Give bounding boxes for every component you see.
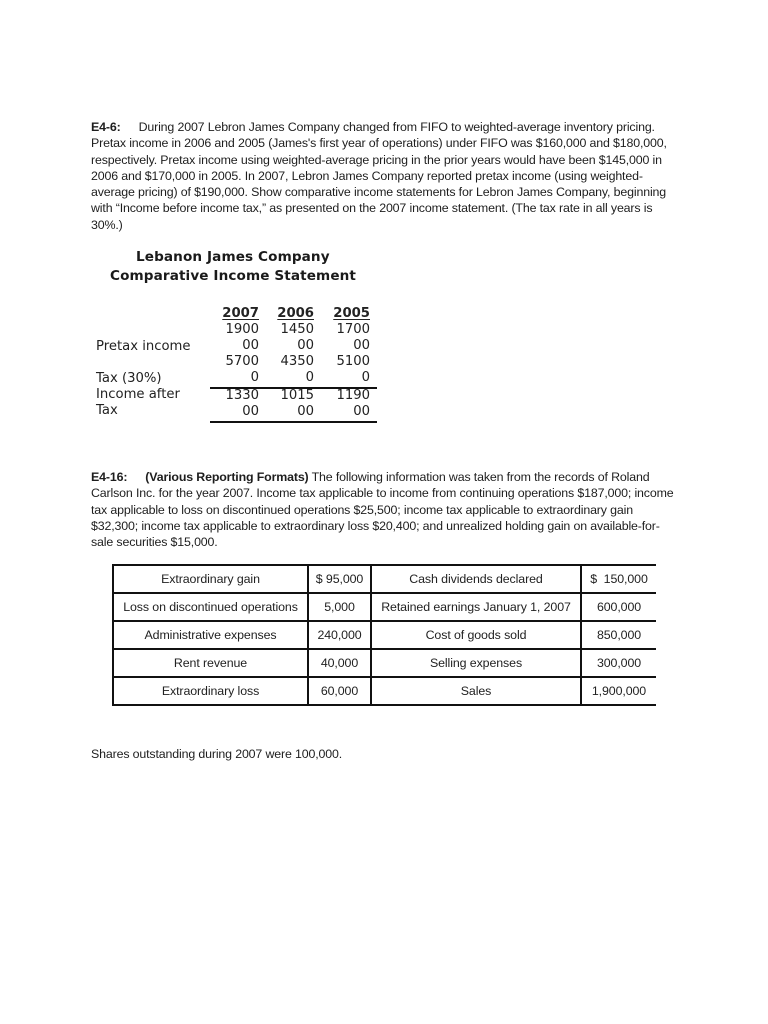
cell: 1330 xyxy=(225,388,259,403)
table-cell: Rent revenue xyxy=(113,649,308,677)
cell: 00 xyxy=(297,404,314,419)
cell: 00 xyxy=(353,338,370,353)
cell: 1015 xyxy=(280,388,314,403)
table-cell: 600,000 xyxy=(581,593,656,621)
cell: 0 xyxy=(361,370,370,385)
table-cell: Loss on discontinued operations xyxy=(113,593,308,621)
row-label-income-after: Income after xyxy=(96,387,180,402)
cell: 1700 xyxy=(336,322,370,337)
cell: 4350 xyxy=(280,354,314,369)
table-cell: $ 150,000 xyxy=(581,565,656,593)
table-cell: 60,000 xyxy=(308,677,371,705)
table-row xyxy=(113,649,656,677)
table-row xyxy=(113,621,656,649)
exercise-text: The following information was taken from the records of Roland Carlson Inc. for the year 2007. Income tax applicable to income from continuing operations $187,000; income tax applicable to loss on discontinued operations $25,500; income tax applicable to extraordinary gain $32,300; income tax applicable to extraordinary loss $20,400; and unrealized holding gain on available-for-sale securities $15,000. xyxy=(91,470,674,550)
cell: 5100 xyxy=(336,354,370,369)
cell: 00 xyxy=(242,338,259,353)
table-cell: 240,000 xyxy=(308,621,371,649)
table-cell: Extraordinary loss xyxy=(113,677,308,705)
cell: 00 xyxy=(297,338,314,353)
cell: 5700 xyxy=(225,354,259,369)
shares-outstanding-note: Shares outstanding during 2007 were 100,000. xyxy=(91,747,343,761)
exercise-subtitle: (Various Reporting Formats) xyxy=(145,470,309,484)
table-cell: 5,000 xyxy=(308,593,371,621)
table-row xyxy=(113,565,656,593)
table-cell: Sales xyxy=(371,677,581,705)
table-cell: Retained earnings January 1, 2007 xyxy=(371,593,581,621)
table-cell: 850,000 xyxy=(581,621,656,649)
table-cell: Selling expenses xyxy=(371,649,581,677)
statement-title: Comparative Income Statement xyxy=(110,268,357,284)
table-row xyxy=(113,677,656,705)
table-cell: $ 95,000 xyxy=(308,565,371,593)
table-cell: 1,900,000 xyxy=(581,677,656,705)
row-label-tax-line2: Tax xyxy=(96,403,118,418)
data-table xyxy=(112,564,656,706)
table-cell: 300,000 xyxy=(581,649,656,677)
year-header: 2006 xyxy=(277,306,314,321)
exercise-text: During 2007 Lebron James Company changed from FIFO to weighted-average inventory pricing. Pretax income in 2006 and 2005 (James's first year of operations) under FIFO was $160,000 and $180,000, respectively. Pretax income using weighted-average pricing in the prior years would have been $145,000 in 2006 and $170,000 in 2005. In 2007, Lebron James Company reported pretax income (using weighted-average pricing) of $190,000. Show comparative income statements for Lebron James Company, beginning with “Income before income tax,” as presented on the 2007 income statement. (The tax rate in all years is 30%.) xyxy=(91,120,667,232)
cell: 00 xyxy=(242,404,259,419)
exercise-e4-16-paragraph xyxy=(91,469,681,550)
table-cell: 40,000 xyxy=(308,649,371,677)
table-cell: Administrative expenses xyxy=(113,621,308,649)
exercise-label: E4-6: xyxy=(91,120,121,134)
cell: 1900 xyxy=(225,322,259,337)
cell: 0 xyxy=(250,370,259,385)
row-label-tax: Tax (30%) xyxy=(96,371,162,386)
cell: 0 xyxy=(305,370,314,385)
year-header: 2007 xyxy=(222,306,259,321)
table-cell: Cash dividends declared xyxy=(371,565,581,593)
table-cell: Extraordinary gain xyxy=(113,565,308,593)
cell: 00 xyxy=(353,404,370,419)
table-row xyxy=(113,593,656,621)
total-rule xyxy=(210,421,377,423)
cell: 1450 xyxy=(280,322,314,337)
cell: 1190 xyxy=(336,388,370,403)
year-header: 2005 xyxy=(333,306,370,321)
exercise-label: E4-16: xyxy=(91,470,128,484)
comparative-income-statement xyxy=(0,0,768,430)
table-cell: Cost of goods sold xyxy=(371,621,581,649)
company-name: Lebanon James Company xyxy=(136,249,330,265)
row-label-pretax-income: Pretax income xyxy=(96,339,191,354)
